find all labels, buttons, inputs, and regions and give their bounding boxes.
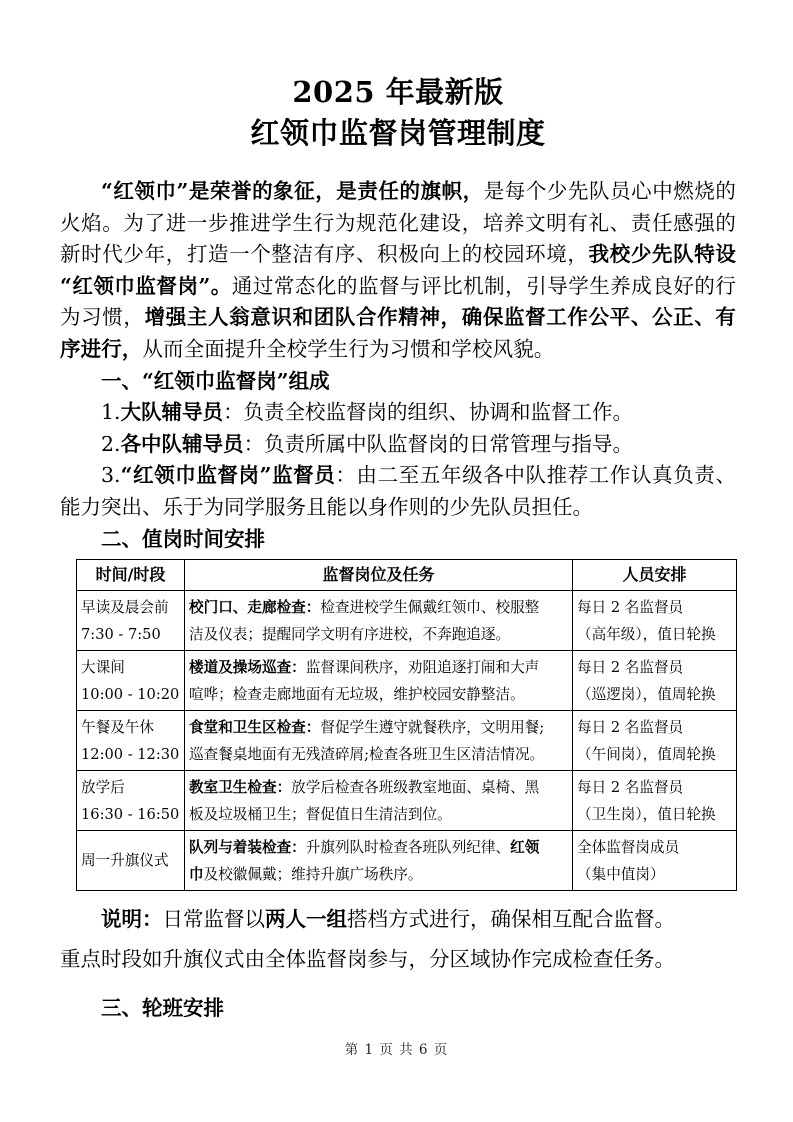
title-line-2: 红领巾监督岗管理制度 — [250, 116, 546, 150]
page-content — [60, 0, 736, 1025]
task-title: 楼道及操场巡查： — [189, 659, 306, 677]
task-text-line-1: 升旗列队时检查各班队列纪律、 — [305, 839, 511, 857]
list-item-text: ：负责所属中队监督岗的日常管理与指导。 — [243, 431, 634, 456]
time-label: 午餐及午休 — [81, 719, 154, 737]
task-title: 教室卫生检查： — [189, 779, 292, 797]
task-title: 校门口、走廊检查： — [189, 599, 321, 617]
staff-note: （巡逻岗），值周轮换 — [577, 686, 716, 704]
note-text-post: 搭档方式进行，确保相互配合监督。 — [347, 907, 675, 932]
task-title: 食堂和卫生区检查： — [189, 719, 321, 737]
intro-bold-2: 我校少先队特设“红领巾监督岗”。 — [60, 242, 736, 298]
time-range: 12:00 - 12:30 — [81, 746, 180, 764]
task-text-line-2: 及校徽佩戴；维持升旗广场秩序。 — [203, 866, 423, 884]
staff-note: （午间岗），值周轮换 — [577, 746, 716, 764]
table-header-time: 时间/时段 — [77, 560, 185, 591]
time-range: 7:30 - 7:50 — [81, 626, 161, 644]
section-1-heading: 一、“红领巾监督岗”组成 — [101, 368, 330, 393]
cell-staff — [573, 651, 737, 711]
cell-time — [77, 651, 185, 711]
cell-time — [77, 711, 185, 771]
task-text-line-2: 板及垃圾桶卫生；督促值日生清洁到位。 — [189, 806, 452, 824]
staff-count: 每日 2 名监督员 — [577, 659, 684, 677]
staff-note: （集中值岗） — [577, 866, 665, 884]
cell-task — [185, 771, 573, 831]
schedule-note-line-2: 重点时段如升旗仪式由全体监督岗参与，分区域协作完成检查任务。 — [60, 947, 675, 972]
list-item — [60, 397, 736, 429]
cell-time — [77, 591, 185, 651]
time-range: 10:00 - 10:20 — [81, 686, 180, 704]
duty-schedule-table — [76, 559, 737, 891]
cell-staff — [573, 831, 737, 891]
intro-bold-1: “红领巾”是荣誉的象征，是责任的旗帜， — [101, 179, 484, 203]
page-title — [60, 0, 736, 154]
cell-task — [185, 591, 573, 651]
task-text-line-2: 巡查餐桌地面有无残渣碎屑;检查各班卫生区清洁情况。 — [189, 746, 545, 764]
time-label: 放学后 — [81, 779, 125, 797]
list-item-number: 3. — [101, 463, 121, 488]
task-text-line-2: 洁及仪表；提醒同学文明有序进校，不奔跑追逐。 — [189, 626, 511, 644]
intro-bold-3: 增强主人翁意识和团队合作精神，确保监督工作公平、公正、有序进行， — [60, 305, 736, 361]
staff-note: （高年级），值日轮换 — [577, 626, 716, 644]
table-row — [77, 651, 737, 711]
list-item-term: “红领巾监督岗”监督员 — [120, 463, 336, 488]
task-text-line-2: 喧哗；检查走廊地面有无垃圾，维护校园安静整洁。 — [189, 686, 525, 704]
list-item — [60, 460, 736, 523]
list-item-term: 大队辅导员 — [120, 400, 224, 425]
list-item-text: ：负责全校监督岗的组织、协调和监督工作。 — [223, 400, 634, 425]
intro-paragraph — [60, 176, 736, 366]
table-row — [77, 771, 737, 831]
note-label: 说明： — [101, 907, 163, 932]
cell-task — [185, 651, 573, 711]
note-text-pre: 日常监督以 — [162, 907, 265, 932]
cell-time — [77, 831, 185, 891]
table-row — [77, 591, 737, 651]
cell-staff — [573, 771, 737, 831]
staff-count: 每日 2 名监督员 — [577, 779, 684, 797]
cell-task — [185, 831, 573, 891]
time-label: 早读及晨会前 — [81, 599, 169, 617]
task-text-line-2-bold-head: 巾 — [189, 866, 204, 884]
intro-text-1: 是每个少先队员心中燃烧的火焰。为了进一步推进学生行为规范化建设，培养文明有礼、责任感强的新时代少年，打造一个整洁有序、积极向上的校园环境， — [60, 179, 736, 267]
task-text-line-1-bold-tail: 红领 — [510, 839, 540, 857]
cell-staff — [573, 711, 737, 771]
list-item — [60, 429, 736, 461]
schedule-note — [60, 891, 736, 939]
schedule-table-wrapper — [60, 559, 736, 891]
task-text-line-1: 监督课间秩序，劝阻追逐打闹和大声 — [305, 659, 540, 677]
staff-note: （卫生岗），值日轮换 — [577, 806, 716, 824]
cell-task — [185, 711, 573, 771]
task-text-line-1: 督促学生遵守就餐秩序，文明用餐; — [320, 719, 545, 737]
cell-time — [77, 771, 185, 831]
table-header-task: 监督岗位及任务 — [185, 560, 573, 591]
table-header-row — [77, 560, 737, 591]
intro-text-2: 通过常态化的监督与评比机制，引导学生养成良好的行为习惯， — [60, 273, 736, 330]
note-emphasis: 两人一组 — [265, 907, 347, 932]
time-label: 大课间 — [81, 659, 125, 677]
section-2-heading: 二、值岗时间安排 — [101, 526, 265, 551]
section-3-heading: 三、轮班安排 — [101, 996, 224, 1021]
page-footer: 第 1 页 共 6 页 — [344, 1042, 449, 1058]
cell-staff — [573, 591, 737, 651]
staff-count: 每日 2 名监督员 — [577, 599, 684, 617]
time-label: 周一升旗仪式 — [81, 852, 169, 870]
table-header-staff: 人员安排 — [573, 560, 737, 591]
table-row — [77, 831, 737, 891]
list-item-number: 2. — [101, 431, 121, 456]
list-item-term: 各中队辅导员 — [120, 431, 244, 456]
task-text-line-1: 检查进校学生佩戴红领巾、校服整 — [320, 599, 540, 617]
list-item-text: ：由二至五年级各中队推荐工作认真负责、能力突出、乐于为同学服务且能以身作则的少先队员担任。 — [60, 463, 736, 519]
task-text-line-1: 放学后检查各班级教室地面、桌椅、黑 — [291, 779, 540, 797]
title-line-1: 2025 年最新版 — [292, 75, 504, 109]
time-range: 16:30 - 16:50 — [81, 806, 180, 824]
table-row — [77, 711, 737, 771]
intro-text-3: 从而全面提升全校学生行为习惯和学校风貌。 — [142, 336, 555, 361]
task-title: 队列与着装检查： — [189, 839, 306, 857]
staff-count: 每日 2 名监督员 — [577, 719, 684, 737]
list-item-number: 1. — [101, 400, 121, 425]
staff-count: 全体监督岗成员 — [577, 839, 680, 857]
